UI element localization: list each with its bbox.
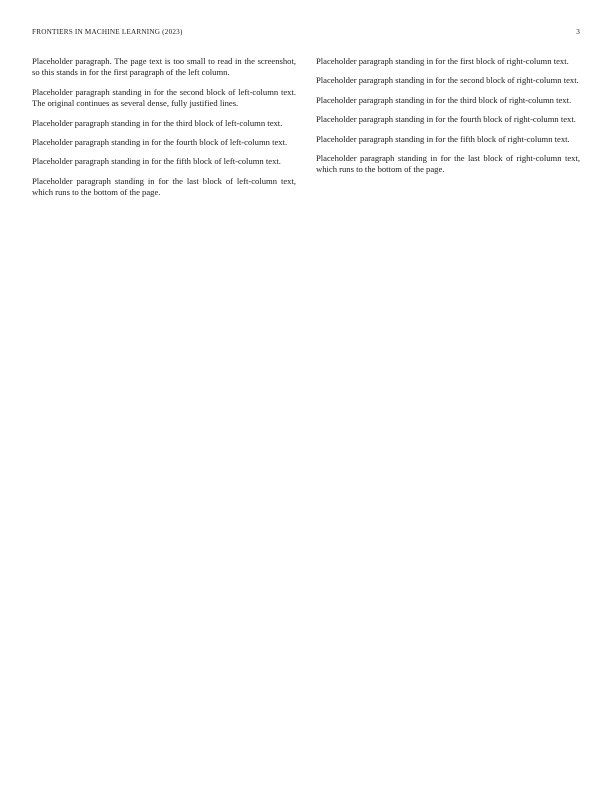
paragraph: Placeholder paragraph standing in for the second block of left-column text. The original continues as several dense, fully justified lines. bbox=[32, 86, 296, 109]
journal-title: FRONTIERS IN MACHINE LEARNING (2023) bbox=[32, 28, 183, 36]
body-columns bbox=[32, 56, 580, 776]
paragraph: Placeholder paragraph standing in for the third block of left-column text. bbox=[32, 117, 283, 128]
paragraph: Placeholder paragraph standing in for the fourth block of left-column text. bbox=[32, 137, 288, 148]
paragraph: Placeholder paragraph standing in for the third block of right-column text. bbox=[316, 94, 572, 105]
paragraph: Placeholder paragraph standing in for the last block of right-column text, which runs to the bottom of the page. bbox=[316, 153, 580, 175]
left-column bbox=[32, 56, 296, 776]
paragraph: Placeholder paragraph standing in for the fifth block of right-column text. bbox=[316, 133, 570, 144]
paragraph: Placeholder paragraph standing in for the last block of left-column text, which runs to the bottom of the page. bbox=[32, 175, 296, 198]
page-number: 3 bbox=[576, 28, 580, 36]
paragraph: Placeholder paragraph standing in for the first block of right-column text. bbox=[316, 56, 569, 66]
paragraph: Placeholder paragraph standing in for the fifth block of left-column text. bbox=[32, 156, 281, 167]
paragraph: Placeholder paragraph. The page text is too small to read in the screenshot, so this stands in for the first paragraph of the left column. bbox=[32, 56, 296, 78]
right-column bbox=[316, 56, 580, 776]
running-header bbox=[32, 28, 580, 40]
paragraph: Placeholder paragraph standing in for the second block of right-column text. bbox=[316, 75, 579, 86]
paragraph: Placeholder paragraph standing in for the fourth block of right-column text. bbox=[316, 114, 576, 125]
